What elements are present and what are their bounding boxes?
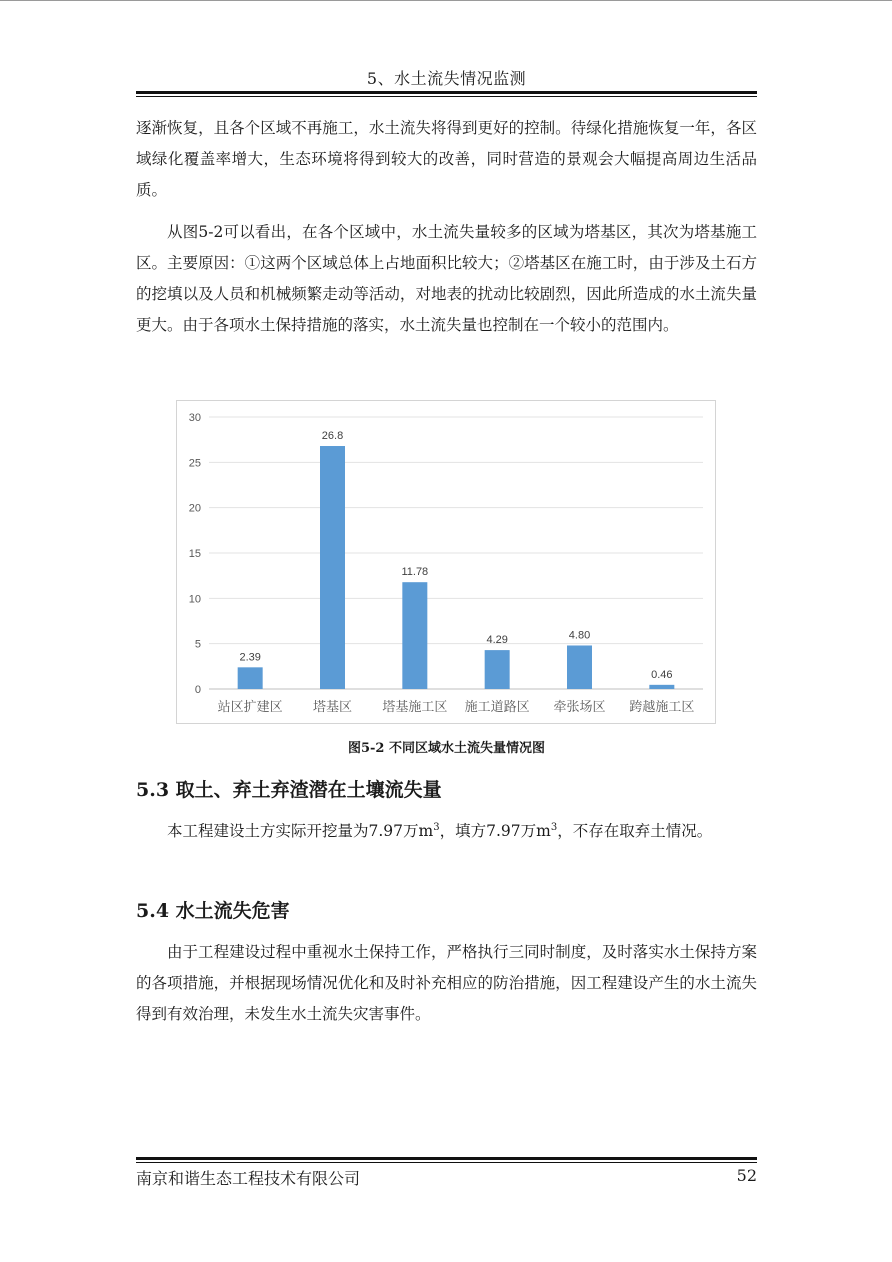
x-tick-label: 塔基区 (312, 700, 353, 715)
paragraph-continuation: 逐渐恢复，且各个区域不再施工，水土流失将得到更好的控制。待绿化措施恢复一年，各区域绿化覆盖率增大，生态环境将得到较大的改善，同时营造的景观会大幅提高周边生活品质。 (136, 119, 757, 199)
x-tick-label: 跨越施工区 (629, 700, 695, 715)
x-tick-label: 牵张场区 (553, 700, 606, 715)
footer-company: 南京和谐生态工程技术有限公司 (136, 1169, 361, 1188)
data-label: 26.8 (321, 430, 344, 443)
y-tick-label: 25 (188, 457, 201, 470)
y-tick-label: 20 (188, 502, 201, 515)
y-tick-label: 30 (188, 412, 201, 424)
x-tick-label: 塔基施工区 (382, 700, 448, 715)
bar-chart-svg (177, 401, 715, 723)
earthwork-text-1: 本工程建设土方实际开挖量为7.97万m (167, 822, 434, 840)
paragraph-earthwork (136, 816, 757, 847)
page-number: 52 (736, 1166, 757, 1185)
earthwork-text-3: ，不存在取弃土情况。 (557, 822, 713, 840)
y-tick-label: 0 (194, 684, 201, 696)
header-rule-thin (136, 96, 757, 97)
running-header: 5、水土流失情况监测 (366, 69, 527, 88)
bar-chart (176, 400, 716, 724)
data-label: 2.39 (239, 651, 261, 664)
bar (649, 685, 674, 689)
paragraph-figure-analysis: 从图5-2可以看出，在各个区域中，水土流失量较多的区域为塔基区，其次为塔基施工区。主要原因：①这两个区域总体上占地面积比较大；②塔基区在施工时，由于涉及土石方的挖填以及人员和机械频繁走动等活动，对地表的扰动比较剧烈，因此所造成的水土流失量更大。由于各项水土保持措施的落实，水土流失量也控制在一个较小的范围内。 (136, 223, 757, 334)
bar (402, 582, 427, 689)
header-rule-thick (136, 91, 757, 94)
superscript-1: 3 (433, 821, 440, 833)
data-label: 4.29 (486, 634, 508, 647)
superscript-2: 3 (550, 821, 558, 833)
footer-rule-thin (136, 1162, 757, 1163)
y-tick-label: 15 (188, 548, 201, 560)
bar (238, 667, 263, 689)
page-top-border (0, 0, 892, 1)
y-tick-label: 5 (194, 638, 201, 651)
data-label: 0.46 (651, 668, 673, 681)
y-tick-label: 10 (188, 593, 201, 606)
bar (567, 645, 592, 689)
bar (485, 650, 510, 689)
bar (320, 446, 345, 689)
section-heading-5-3: 5.3 取土、弃土弃渣潜在土壤流失量 (136, 779, 442, 801)
x-tick-label: 施工道路区 (464, 700, 530, 715)
footer-rule-thick (136, 1157, 757, 1160)
earthwork-text-2: ，填方7.97万m (439, 822, 551, 840)
data-label: 11.78 (401, 566, 429, 579)
data-label: 4.80 (568, 629, 591, 642)
paragraph-hazards: 由于工程建设过程中重视水土保持工作，严格执行三同时制度，及时落实水土保持方案的各项措施，并根据现场情况优化和及时补充相应的防治措施，因工程建设产生的水土流失得到有效治理，未发生水土流失灾害事件。 (136, 943, 757, 1023)
figure-caption: 图5-2 不同区域水土流失量情况图 (347, 741, 545, 756)
section-heading-5-4: 5.4 水土流失危害 (136, 900, 290, 922)
x-tick-label: 站区扩建区 (217, 700, 283, 715)
